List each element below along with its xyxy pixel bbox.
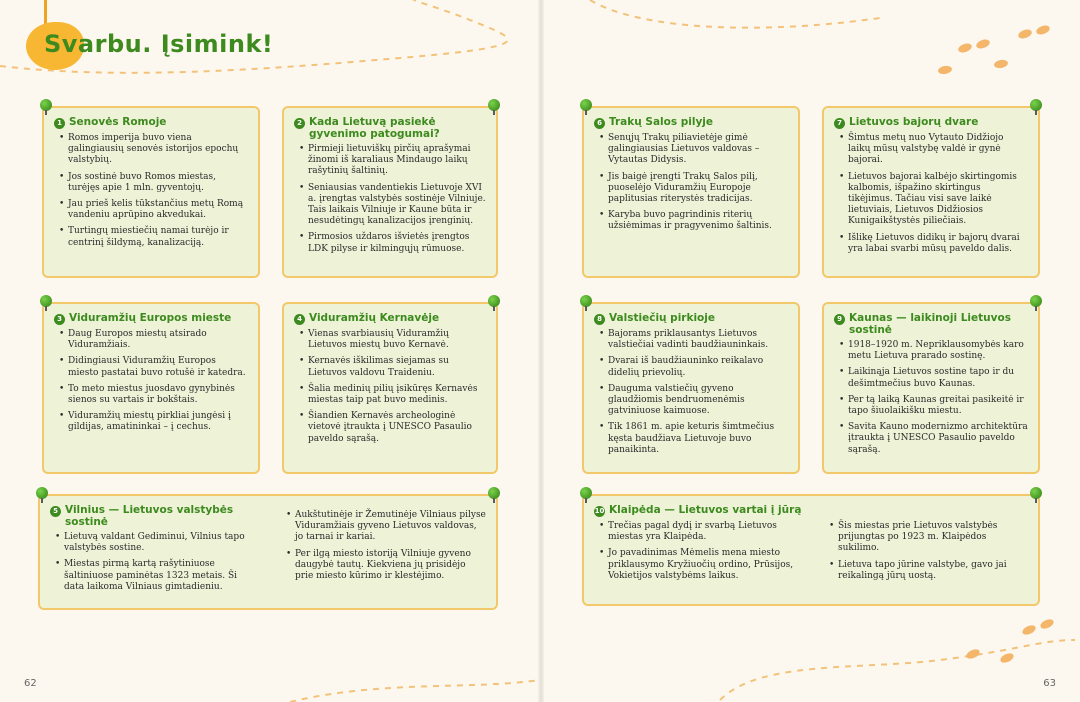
pin-icon bbox=[580, 295, 592, 307]
footprint-icon bbox=[965, 647, 981, 660]
footprint-icon bbox=[975, 38, 991, 50]
pin-icon bbox=[580, 99, 592, 111]
card-traku-salos-pilyje bbox=[582, 106, 800, 278]
list-item: • Viduramžių miestų pirkliai jungėsi į gildijas, amatininkai – į cechus. bbox=[68, 411, 248, 433]
page-number-left: 62 bbox=[24, 678, 37, 689]
number-badge: 8 bbox=[594, 314, 605, 325]
pin-icon bbox=[40, 99, 52, 111]
pin-icon bbox=[488, 99, 500, 111]
number-badge: 5 bbox=[50, 506, 61, 517]
list-item: • Per ilgą miesto istoriją Vilniuje gyveno daugybė tautų. Kiekviena jų prisidėjo prie miesto kūrimo ir klestėjimo. bbox=[295, 549, 486, 583]
footprint-icon bbox=[957, 42, 973, 54]
list-item: • Jau prieš kelis tūkstančius metų Romą vandeniu aprūpino akvedukai. bbox=[68, 199, 248, 221]
list-item: • Seniausias vandentiekis Lietuvoje XVI a. įrengtas valstybės sostinėje Vilniuje. Tais laikais Vilniuje ir Kaune būta ir nesudėtingų kanalizacijos įrenginių. bbox=[308, 183, 486, 228]
footprint-icon bbox=[1017, 28, 1033, 40]
card-senoves-romoje bbox=[42, 106, 260, 278]
card-title: Valstiečių pirkioje bbox=[609, 312, 715, 324]
list-item: • Jo pavadinimas Mėmelis mena miesto priklausymo Kryžiuočių ordino, Prūsijos, Vokietijos valstybėms laikus. bbox=[608, 548, 798, 582]
list-item: • Pirmieji lietuviškų pirčių aprašymai žinomi iš karaliaus Mindaugo laikų rašytinių šaltinių. bbox=[308, 144, 486, 178]
list-item: • Išlikę Lietuvos didikų ir bajorų dvarai yra labai svarbi mūsų paveldo dalis. bbox=[848, 233, 1028, 255]
card-valstieciu-pirkioje bbox=[582, 302, 800, 474]
footprint-icon bbox=[1039, 617, 1055, 630]
list-item: • Dauguma valstiečių gyveno glaudžiomis bendruomenėmis gatviniuose kaimuose. bbox=[608, 384, 788, 418]
list-item: • Kernavės iškilimas siejamas su Lietuvos valdovu Traideniu. bbox=[308, 356, 486, 378]
card-bajoru-dvare bbox=[822, 106, 1040, 278]
list-item: • Bajorams priklausantys Lietuvos valstiečiai vadinti baudžiauninkais. bbox=[608, 329, 788, 351]
number-badge: 1 bbox=[54, 118, 65, 129]
card-viduramziu-europos-mieste bbox=[42, 302, 260, 474]
footprint-icon bbox=[937, 65, 952, 75]
card-viduramziu-kernaveje bbox=[282, 302, 498, 474]
pin-icon bbox=[1030, 487, 1042, 499]
list-item: • Romos imperija buvo viena galingiausių senovės istorijos epochų valstybių. bbox=[68, 133, 248, 167]
list-item: • Dvarai iš baudžiauninko reikalavo didelių prievolių. bbox=[608, 356, 788, 378]
list-item: • Lietuvos bajorai kalbėjo skirtingomis kalbomis, išpažino skirtingus tikėjimus. Tačiau visi save laikė lietuviais, Lietuvos Didžiosios Kunigaikštystės piliečiais. bbox=[848, 172, 1028, 228]
list-item: • Lietuva tapo jūrine valstybe, gavo jai reikalingą jūrų uostą. bbox=[838, 560, 1028, 582]
list-item: • Aukštutinėje ir Žemutinėje Vilniaus pilyse Viduramžiais gyveno Lietuvos valdovas, jo tarnai ir kariai. bbox=[295, 510, 486, 544]
number-badge: 6 bbox=[594, 118, 605, 129]
pin-icon bbox=[1030, 99, 1042, 111]
list-item: • Savita Kauno modernizmo architektūra įtraukta į UNESCO Pasaulio paveldo sąrašą. bbox=[848, 422, 1028, 456]
book-gutter bbox=[538, 0, 544, 702]
pin-icon bbox=[488, 487, 500, 499]
card-gyvenimo-patogumai bbox=[282, 106, 498, 278]
number-badge: 2 bbox=[294, 118, 305, 129]
pin-icon bbox=[1030, 295, 1042, 307]
card-title: Kaunas — laikinoji Lietuvos sostinė bbox=[849, 312, 1011, 336]
card-kaunas bbox=[822, 302, 1040, 474]
card-title: Viduramžių Europos mieste bbox=[69, 312, 232, 324]
footprint-icon bbox=[1021, 623, 1037, 636]
card-title: Trakų Salos pilyje bbox=[609, 116, 714, 128]
list-item: • Laikinąja Lietuvos sostine tapo ir du dešimtmečius buvo Kaunas. bbox=[848, 367, 1028, 389]
list-item: • Didingiausi Viduramžių Europos miesto pastatai buvo rotušė ir katedra. bbox=[68, 356, 248, 378]
list-item: • Šis miestas prie Lietuvos valstybės prijungtas po 1923 m. Klaipėdos sukilimo. bbox=[838, 521, 1028, 555]
number-badge: 9 bbox=[834, 314, 845, 325]
list-item: • Trečias pagal dydį ir svarbą Lietuvos miestas yra Klaipėda. bbox=[608, 521, 798, 543]
list-item: • Šalia medinių pilių įsikūręs Kernavės miestas taip pat buvo medinis. bbox=[308, 384, 486, 406]
list-item: • Lietuvą valdant Gediminui, Vilnius tapo valstybės sostine. bbox=[64, 532, 255, 554]
pin-icon bbox=[40, 295, 52, 307]
list-item: • Daug Europos miestų atsirado Viduramžiais. bbox=[68, 329, 248, 351]
footprint-icon bbox=[1035, 24, 1051, 36]
card-title: Klaipėda — Lietuvos vartai į jūrą bbox=[609, 504, 802, 516]
footprint-icon bbox=[993, 59, 1008, 69]
pin-icon bbox=[488, 295, 500, 307]
list-item: • To meto miestus juosdavo gynybinės sienos su vartais ir bokštais. bbox=[68, 384, 248, 406]
list-item: • Vienas svarbiausių Viduramžių Lietuvos miestų buvo Kernavė. bbox=[308, 329, 486, 351]
number-badge: 3 bbox=[54, 314, 65, 325]
card-vilnius bbox=[38, 494, 498, 610]
card-title: Senovės Romoje bbox=[69, 116, 167, 128]
list-item: • 1918–1920 m. Nepriklausomybės karo metu Lietuva prarado sostinę. bbox=[848, 340, 1028, 362]
card-klaipeda bbox=[582, 494, 1040, 606]
card-title: Lietuvos bajorų dvare bbox=[849, 116, 979, 128]
list-item: • Senųjų Trakų piliavietėje gimė galingiausias Lietuvos valdovas – Vytautas Didysis. bbox=[608, 133, 788, 167]
card-title: Kada Lietuvą pasiekė gyvenimo patogumai? bbox=[309, 116, 440, 140]
number-badge: 7 bbox=[834, 118, 845, 129]
list-item: • Turtingų miestiečių namai turėjo ir centrinį šildymą, kanalizaciją. bbox=[68, 226, 248, 248]
card-title: Vilnius — Lietuvos valstybės sostinė bbox=[65, 504, 234, 528]
list-item: • Per tą laiką Kaunas greitai pasikeitė ir tapo šiuolaikišku miestu. bbox=[848, 395, 1028, 417]
list-item: • Tik 1861 m. apie keturis šimtmečius kęsta baudžiava Lietuvoje buvo panaikinta. bbox=[608, 422, 788, 456]
page-title: Svarbu. Įsimink! bbox=[44, 30, 274, 58]
number-badge: 4 bbox=[294, 314, 305, 325]
list-item: • Miestas pirmą kartą rašytiniuose šaltiniuose paminėtas 1323 metais. Ši data laikoma Vilniaus gimtadieniu. bbox=[64, 559, 255, 593]
footprint-icon bbox=[999, 651, 1015, 664]
list-item: • Karyba buvo pagrindinis riterių užsiėmimas ir pragyvenimo šaltinis. bbox=[608, 210, 788, 232]
page-number-right: 63 bbox=[1043, 678, 1056, 689]
list-item: • Šiandien Kernavės archeologinė vietovė įtraukta į UNESCO Pasaulio paveldo sąrašą. bbox=[308, 411, 486, 445]
list-item: • Šimtus metų nuo Vytauto Didžiojo laikų mūsų valstybę valdė ir gynė bajorai. bbox=[848, 133, 1028, 167]
pin-icon bbox=[36, 487, 48, 499]
pin-icon bbox=[580, 487, 592, 499]
card-title: Viduramžių Kernavėje bbox=[309, 312, 440, 324]
number-badge: 10 bbox=[594, 507, 605, 515]
list-item: • Jis baigė įrengti Trakų Salos pilį, puoselėjo Viduramžių Europoje paplitusias riterystės tradicijas. bbox=[608, 172, 788, 206]
list-item: • Pirmosios uždaros išvietės įrengtos LDK pilyse ir kilmingųjų rūmuose. bbox=[308, 232, 486, 254]
list-item: • Jos sostinė buvo Romos miestas, turėjęs apie 1 mln. gyventojų. bbox=[68, 172, 248, 194]
